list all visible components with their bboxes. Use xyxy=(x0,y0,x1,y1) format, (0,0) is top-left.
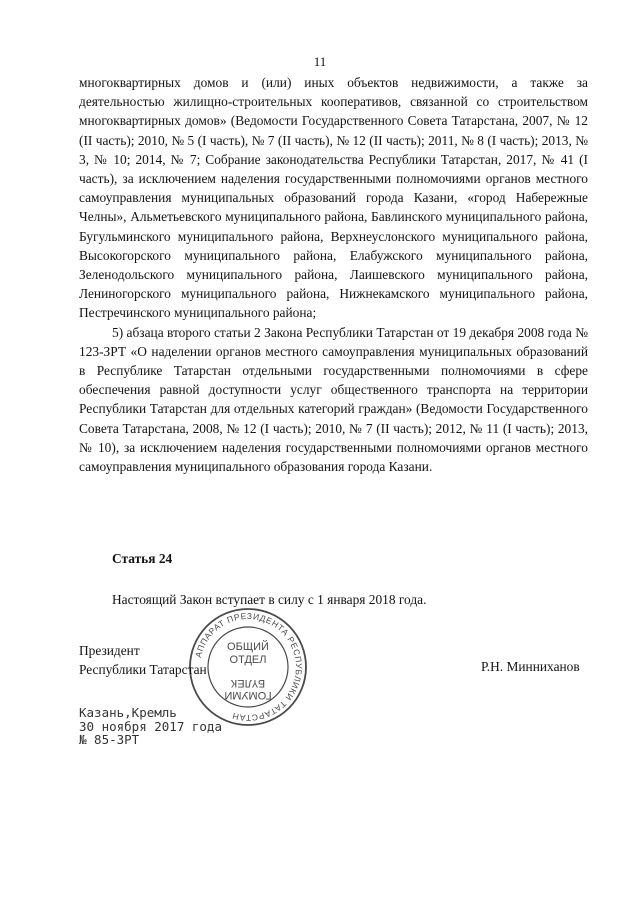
stamp-line-3: БҮЛЕК xyxy=(230,677,266,689)
document-body xyxy=(79,73,588,476)
signature-title-line-2: Республики Татарстан xyxy=(79,662,207,677)
issue-block xyxy=(79,706,222,747)
issue-number: № 85-ЗРТ xyxy=(79,732,140,747)
stamp-ring-text: АППАРАТ ПРЕЗИДЕНТА РЕСПУБЛИКИ ТАТАРСТАН xyxy=(192,610,305,724)
issue-place: Казань,Кремль xyxy=(79,705,177,720)
stamp-line-4: ГОМУМИ xyxy=(224,689,272,701)
page-number: 11 xyxy=(313,54,327,69)
article-heading: Статья 24 xyxy=(112,551,173,566)
stamp-line-2: ОТДЕЛ xyxy=(229,654,267,666)
signature-title xyxy=(79,641,207,679)
article-text: Настоящий Закон вступает в силу с 1 января 2018 года. xyxy=(112,592,427,607)
item-5-paragraph: 5) абзаца второго статьи 2 Закона Республики Татарстан от 19 декабря 2008 года № 123-ЗРТ «О наделении органов местного самоуправления муниципальных образований в Республике Татарстан отдельными государственными полномочиями в сфере обеспечения равной доступности услуг общественного транспорта на территории Республики Татарстан для отдельных категорий граждан» (Ведомости Государственного Совета Татарстана, 2008, № 12 (I часть); 2010, № 7 (II часть); 2012, № 11 (I часть); 2013, № 10), за исключением наделения государственными полномочиями органов местного самоуправления муниципального образования города Казани. xyxy=(79,324,588,475)
signature-title-line-1: Президент xyxy=(79,643,140,658)
continuation-paragraph: многоквартирных домов и (или) иных объектов недвижимости, а также за деятельностью жилищно-строительных кооперативов, связанной со строительством многоквартирных домов» (Ведомости Государственного Совета Татарстана, 2007, № 12 (II часть); 2010, № 5 (I часть), № 7 (II часть), № 12 (II часть); 2011, № 8 (I часть); 2013, № 3, № 10; 2014, № 7; Собрание законодательства Республики Татарстан, 2017, № 41 (I часть), за исключением наделения государственными полномочиями органов местного самоуправления муниципальных образований города Казани, «город Набережные Челны», Альметьевского муниципального района, Бавлинского муниципального района, Бугульминского муниципального района, Верхнеуслонского муниципального района, Высокогорского муниципального района, Елабужского муниципального района, Зеленодольского муниципального района, Лаишевского муниципального района, Лениногорского муниципального района, Нижнекамского муниципального района, Пестречинского муниципального района; xyxy=(79,75,588,321)
stamp-line-1: ОБЩИЙ xyxy=(227,641,269,653)
issue-date: 30 ноября 2017 года xyxy=(79,718,222,734)
signatory-name: Р.Н. Минниханов xyxy=(481,659,580,674)
